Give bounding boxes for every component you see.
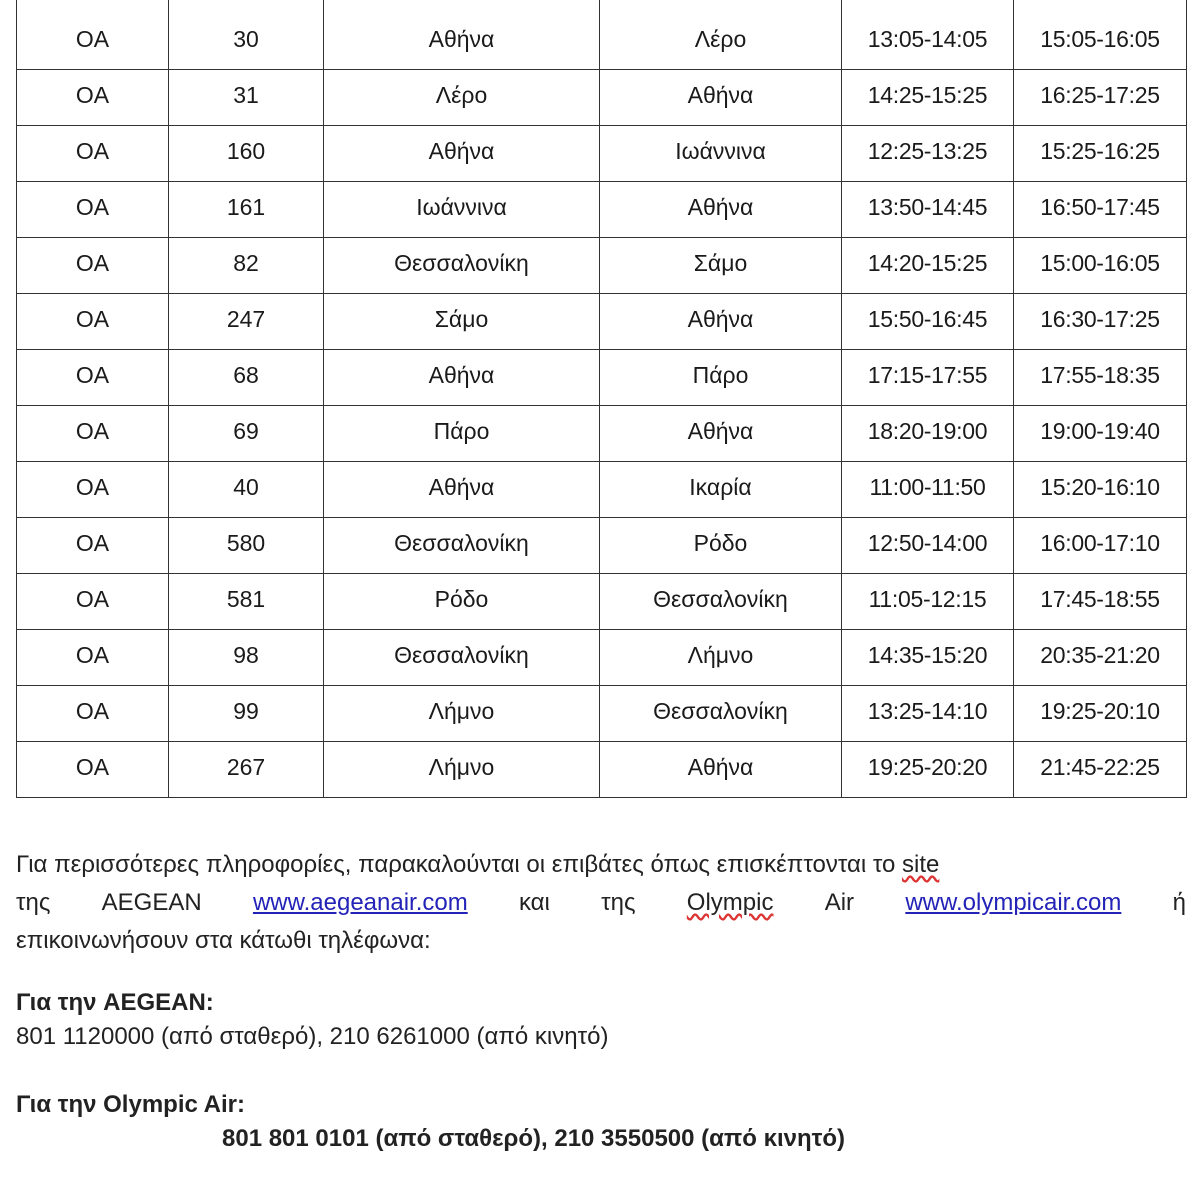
destination-cell: Σάμο xyxy=(600,237,842,293)
table-row xyxy=(17,461,1187,517)
airline-cell: OA xyxy=(17,181,169,237)
flight-schedule-table-wrap xyxy=(16,0,1186,798)
destination-cell: Ρόδο xyxy=(600,517,842,573)
time-slot-2-cell: 16:50-17:45 xyxy=(1014,181,1187,237)
flight-number-cell: 69 xyxy=(169,405,324,461)
flight-number-cell: 247 xyxy=(169,293,324,349)
word-olympic: Olympic xyxy=(686,889,774,916)
site-word: site xyxy=(902,851,940,878)
flight-number-cell: 267 xyxy=(169,741,324,797)
destination-cell: Αθήνα xyxy=(600,741,842,797)
airline-cell: OA xyxy=(17,741,169,797)
time-slot-1-cell: 11:05-12:15 xyxy=(842,573,1014,629)
destination-cell: Ιωάννινα xyxy=(600,125,842,181)
airline-cell: OA xyxy=(17,125,169,181)
time-slot-1-cell: 15:50-16:45 xyxy=(842,293,1014,349)
aegean-contact-heading: Για την AEGEAN: xyxy=(16,989,214,1016)
flight-number-cell: 31 xyxy=(169,69,324,125)
origin-cell: Αθήνα xyxy=(324,125,600,181)
time-slot-2-cell: 15:05-16:05 xyxy=(1014,0,1187,69)
destination-cell: Αθήνα xyxy=(600,293,842,349)
flight-number-cell: 160 xyxy=(169,125,324,181)
info-line-1 xyxy=(16,846,1186,884)
word-tis-2: της xyxy=(601,889,636,916)
table-row xyxy=(17,0,1187,69)
flight-number-cell: 99 xyxy=(169,685,324,741)
airline-cell: OA xyxy=(17,573,169,629)
time-slot-2-cell: 19:25-20:10 xyxy=(1014,685,1187,741)
destination-cell: Λέρο xyxy=(600,0,842,69)
table-row xyxy=(17,125,1187,181)
time-slot-1-cell: 13:25-14:10 xyxy=(842,685,1014,741)
origin-cell: Λέρο xyxy=(324,69,600,125)
time-slot-1-cell: 12:50-14:00 xyxy=(842,517,1014,573)
table-row xyxy=(17,349,1187,405)
table-row xyxy=(17,69,1187,125)
word-i: ή xyxy=(1172,889,1186,916)
table-row xyxy=(17,237,1187,293)
word-air: Air xyxy=(824,889,855,916)
info-line-3-text: επικοινωνήσουν στα κάτωθι τηλέφωνα: xyxy=(16,927,431,954)
airline-cell: OA xyxy=(17,629,169,685)
olympic-contact-phones: 801 801 0101 (από σταθερό), 210 3550500 (από κινητό) xyxy=(222,1125,846,1152)
origin-cell: Ρόδο xyxy=(324,573,600,629)
origin-cell: Θεσσαλονίκη xyxy=(324,517,600,573)
airline-cell: OA xyxy=(17,461,169,517)
time-slot-2-cell: 16:30-17:25 xyxy=(1014,293,1187,349)
time-slot-2-cell: 20:35-21:20 xyxy=(1014,629,1187,685)
time-slot-2-cell: 15:00-16:05 xyxy=(1014,237,1187,293)
time-slot-1-cell: 14:20-15:25 xyxy=(842,237,1014,293)
origin-cell: Θεσσαλονίκη xyxy=(324,237,600,293)
table-row xyxy=(17,293,1187,349)
time-slot-1-cell: 19:25-20:20 xyxy=(842,741,1014,797)
time-slot-1-cell: 18:20-19:00 xyxy=(842,405,1014,461)
origin-cell: Αθήνα xyxy=(324,461,600,517)
destination-cell: Θεσσαλονίκη xyxy=(600,685,842,741)
origin-cell: Θεσσαλονίκη xyxy=(324,629,600,685)
origin-cell: Σάμο xyxy=(324,293,600,349)
flight-rows xyxy=(17,0,1187,797)
table-row xyxy=(17,573,1187,629)
time-slot-2-cell: 16:00-17:10 xyxy=(1014,517,1187,573)
time-slot-1-cell: 11:00-11:50 xyxy=(842,461,1014,517)
info-paragraph xyxy=(16,846,1186,960)
airline-cell: OA xyxy=(17,237,169,293)
time-slot-1-cell: 17:15-17:55 xyxy=(842,349,1014,405)
time-slot-1-cell: 13:50-14:45 xyxy=(842,181,1014,237)
airline-cell: OA xyxy=(17,517,169,573)
table-row xyxy=(17,629,1187,685)
aegean-website-link[interactable]: www.aegeanair.com xyxy=(252,889,468,916)
time-slot-1-cell: 14:35-15:20 xyxy=(842,629,1014,685)
flight-number-cell: 82 xyxy=(169,237,324,293)
time-slot-2-cell: 15:20-16:10 xyxy=(1014,461,1187,517)
time-slot-2-cell: 17:45-18:55 xyxy=(1014,573,1187,629)
flight-number-cell: 30 xyxy=(169,0,324,69)
airline-cell: OA xyxy=(17,685,169,741)
airline-cell: OA xyxy=(17,349,169,405)
airline-cell: OA xyxy=(17,0,169,69)
airline-cell: OA xyxy=(17,405,169,461)
table-row xyxy=(17,181,1187,237)
airline-cell: OA xyxy=(17,293,169,349)
flight-number-cell: 581 xyxy=(169,573,324,629)
origin-cell: Ιωάννινα xyxy=(324,181,600,237)
time-slot-1-cell: 14:25-15:25 xyxy=(842,69,1014,125)
time-slot-2-cell: 19:00-19:40 xyxy=(1014,405,1187,461)
table-row xyxy=(17,741,1187,797)
info-line-1-text: Για περισσότερες πληροφορίες, παρακαλούνται οι επιβάτες όπως επισκέπτονται το xyxy=(16,851,896,878)
time-slot-1-cell: 12:25-13:25 xyxy=(842,125,1014,181)
time-slot-2-cell: 21:45-22:25 xyxy=(1014,741,1187,797)
flight-number-cell: 98 xyxy=(169,629,324,685)
flight-number-cell: 68 xyxy=(169,349,324,405)
airline-cell: OA xyxy=(17,69,169,125)
time-slot-2-cell: 17:55-18:35 xyxy=(1014,349,1187,405)
olympic-website-link[interactable]: www.olympicair.com xyxy=(905,889,1122,916)
flight-number-cell: 580 xyxy=(169,517,324,573)
time-slot-2-cell: 15:25-16:25 xyxy=(1014,125,1187,181)
flight-number-cell: 40 xyxy=(169,461,324,517)
destination-cell: Πάρο xyxy=(600,349,842,405)
word-kai: και xyxy=(518,889,550,916)
origin-cell: Αθήνα xyxy=(324,0,600,69)
table-row xyxy=(17,405,1187,461)
origin-cell: Πάρο xyxy=(324,405,600,461)
origin-cell: Λήμνο xyxy=(324,685,600,741)
word-aegean: AEGEAN xyxy=(101,889,202,916)
destination-cell: Λήμνο xyxy=(600,629,842,685)
destination-cell: Ικαρία xyxy=(600,461,842,517)
olympic-contact-heading: Για την Olympic Air: xyxy=(16,1091,245,1118)
destination-cell: Θεσσαλονίκη xyxy=(600,573,842,629)
flight-number-cell: 161 xyxy=(169,181,324,237)
destination-cell: Αθήνα xyxy=(600,405,842,461)
origin-cell: Λήμνο xyxy=(324,741,600,797)
table-row xyxy=(17,685,1187,741)
destination-cell: Αθήνα xyxy=(600,181,842,237)
info-line-3 xyxy=(16,922,1186,960)
aegean-contact-phones: 801 1120000 (από σταθερό), 210 6261000 (από κινητό) xyxy=(16,1023,609,1050)
word-tis-1: της xyxy=(16,889,51,916)
table-row xyxy=(17,517,1187,573)
destination-cell: Αθήνα xyxy=(600,69,842,125)
time-slot-2-cell: 16:25-17:25 xyxy=(1014,69,1187,125)
origin-cell: Αθήνα xyxy=(324,349,600,405)
time-slot-1-cell: 13:05-14:05 xyxy=(842,0,1014,69)
info-line-2 xyxy=(16,884,1186,922)
flight-schedule-table xyxy=(16,0,1187,798)
